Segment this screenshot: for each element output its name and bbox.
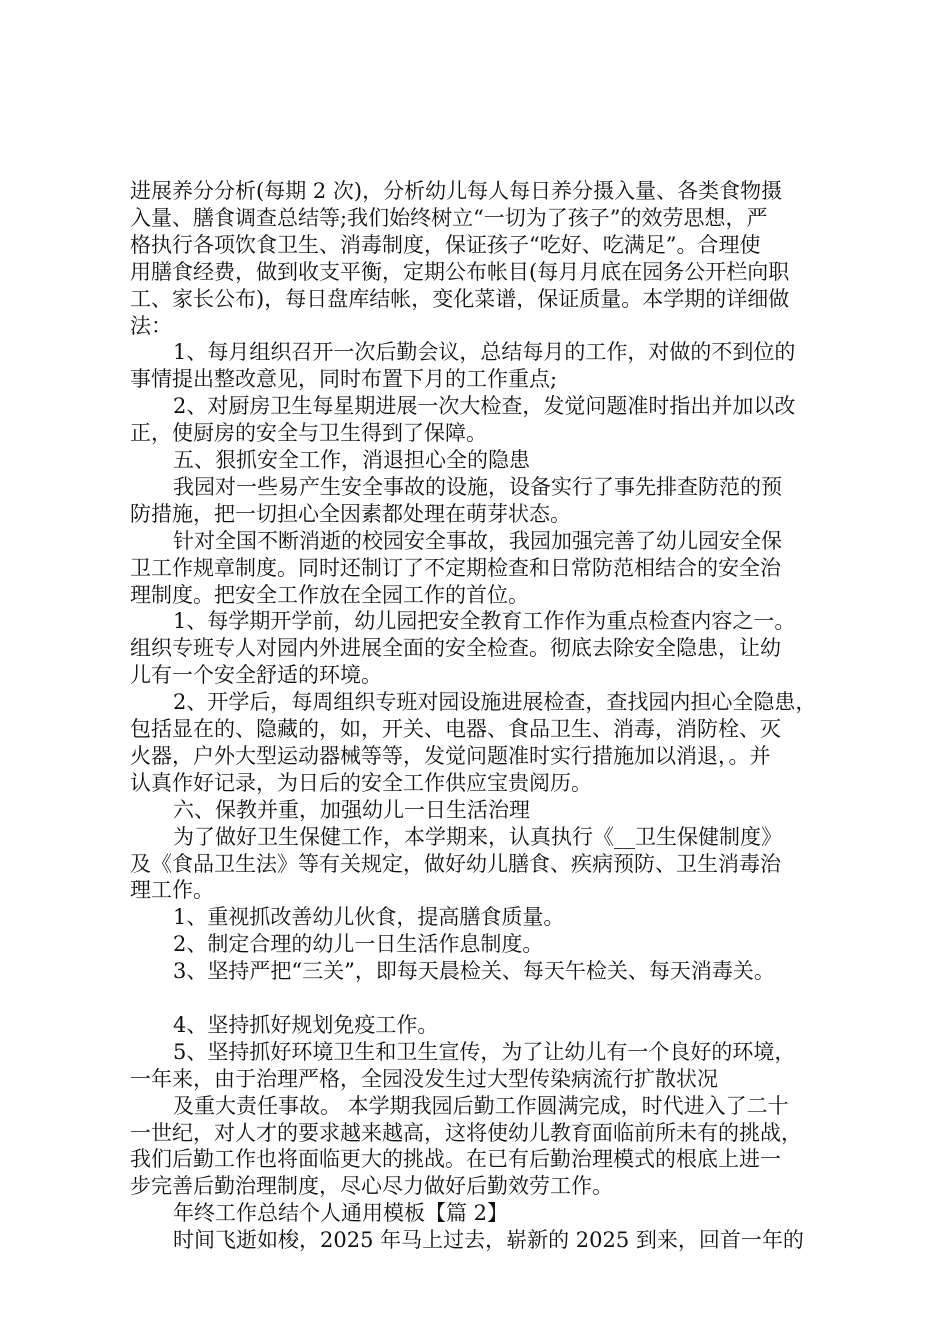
text-line: 针对全国不断消逝的校园安全事故，我园加强完善了幼儿园安全保 xyxy=(173,528,782,553)
text-line: 防措施，把一切担心全因素都处理在萌芽状态。 xyxy=(130,501,571,526)
text-line: 1、重视抓改善幼儿伙食，提高膳食质量。 xyxy=(173,905,565,930)
text-line: 理制度。把安全工作放在全园工作的首位。 xyxy=(130,582,529,607)
text-line: 卫工作规章制度。同时还制订了不定期检查和日常防范相结合的安全治 xyxy=(130,555,781,580)
text-line: 事情提出整改意见，同时布置下月的工作重点; xyxy=(130,367,558,392)
text-line: 一年来，由于治理严格，全园没发生过大型传染病流行扩散状况 xyxy=(130,1066,718,1091)
text-line: 步完善后勤治理制度，尽心尽力做好后勤效劳工作。 xyxy=(130,1174,613,1199)
text-line: 用膳食经费，做到收支平衡，定期公布帐目(每月月底在园务公开栏向职 xyxy=(130,259,790,284)
text-line: 五、狠抓安全工作，消退担心全的隐患 xyxy=(173,448,530,472)
text-line: 包括显在的、隐藏的，如，开关、电器、食品卫生、消毒，消防栓、灭 xyxy=(130,717,781,741)
text-line: 我园对一些易产生安全事故的设施，设备实行了事先排查防范的预 xyxy=(173,474,782,499)
text-line: 入量、膳食调查总结等;我们始终树立“一切为了孩子”的效劳思想，严 xyxy=(130,205,768,230)
text-line: 儿有一个安全舒适的环境。 xyxy=(130,663,382,688)
text-line: 1、每月组织召开一次后勤会议，总结每月的工作，对做的不到位的 xyxy=(173,340,796,365)
text-line: 认真作好记录，为日后的安全工作供应宝贵阅历。 xyxy=(130,770,592,795)
text-line: 一世纪，对人才的要求越来越高，这将使幼儿教育面临前所未有的挑战， xyxy=(130,1120,802,1145)
text-line: 组织专班专人对园内外进展全面的安全检查。彻底去除安全隐患，让幼 xyxy=(130,636,781,661)
text-line: 六、保教并重，加强幼儿一日生活治理 xyxy=(173,797,530,822)
text-line: 正，使厨房的安全与卫生得到了保障。 xyxy=(130,421,487,446)
text-line: 火器，户外大型运动器械等等，发觉问题准时实行措施加以消退，。并 xyxy=(130,743,771,768)
text-line: 2、开学后，每周组织专班对园设施进展检查，查找园内担心全隐患， xyxy=(173,690,817,715)
text-line: 及重大责任事故。 本学期我园后勤工作圆满完成，时代进入了二十 xyxy=(173,1093,789,1118)
text-line: 5、坚持抓好环境卫生和卫生宣传，为了让幼儿有一个良好的环境， xyxy=(173,1039,796,1064)
text-line: 2、制定合理的幼儿一日生活作息制度。 xyxy=(173,932,544,957)
text-line: 进展养分分析(每期 2 次)，分析幼儿每人每日养分摄入量、各类食物摄 xyxy=(130,179,783,203)
text-line: 为了做好卫生保健工作，本学期来，认真执行《__卫生保健制度》 xyxy=(173,824,782,849)
text-line: 1、每学期开学前，幼儿园把安全教育工作作为重点检查内容之一。 xyxy=(173,609,796,634)
text-line: 格执行各项饮食卫生、消毒制度，保证孩子“吃好、吃满足”。合理使 xyxy=(130,232,761,257)
text-line: 工、家长公布)，每日盘库结帐，变化菜谱，保证质量。本学期的详细做 xyxy=(130,286,790,311)
text-line: 2、对厨房卫生每星期进展一次大检查，发觉问题准时指出并加以改 xyxy=(173,394,796,419)
text-line: 我们后勤工作也将面临更大的挑战。在已有后勤治理模式的根底上进一 xyxy=(130,1147,781,1172)
text-line: 3、坚持严把“三关”，即每天晨检关、每天午检关、每天消毒关。 xyxy=(173,959,775,984)
text-line: 及《食品卫生法》等有关规定，做好幼儿膳食、疾病预防、卫生消毒治 xyxy=(130,851,781,876)
text-line: 时间飞逝如梭，2025 年马上过去，崭新的 2025 到来，回首一年的 xyxy=(173,1228,804,1253)
text-line: 年终工作总结个人通用模板【篇 2】 xyxy=(173,1201,509,1226)
text-line: 理工作。 xyxy=(130,878,214,903)
text-line: 4、坚持抓好规划免疫工作。 xyxy=(173,1012,439,1037)
text-line: 法： xyxy=(130,313,172,338)
